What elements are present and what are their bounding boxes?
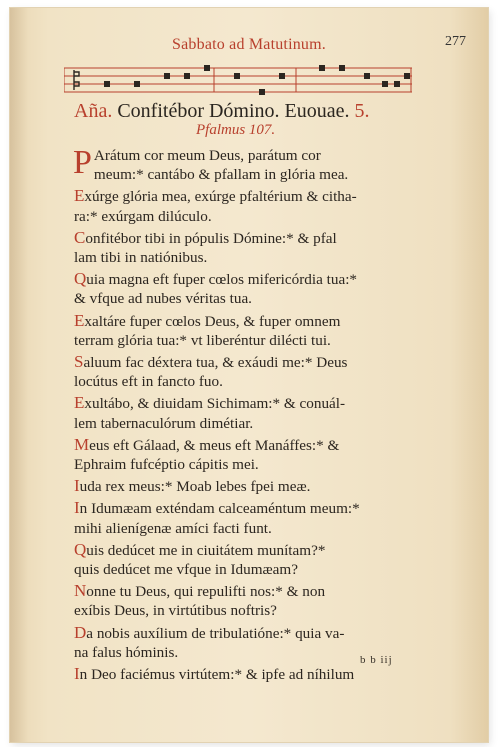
antiphon-text: Confitébor Dómino. Euouae.: [117, 100, 350, 122]
verse-line: [74, 269, 436, 289]
verse-line: [74, 352, 436, 372]
psalm-verse: [74, 581, 436, 620]
verse-text: ra:* exúrgam dilúculo.: [74, 207, 212, 225]
verse-initial: E: [74, 393, 85, 413]
chant-note: [184, 73, 190, 79]
verse-line: [74, 248, 436, 267]
chant-notes: [74, 65, 410, 95]
verse-text: onfitébor tibi in pópulis Dómine:* & pfal: [85, 229, 337, 247]
verse-text: mihi alienígenæ amíci facti funt.: [74, 519, 272, 537]
psalm-label: Pfalmus 107.: [196, 122, 276, 138]
verse-initial: N: [74, 581, 87, 601]
verse-initial: I: [74, 476, 80, 496]
chant-note: [234, 73, 240, 79]
verse-initial: I: [74, 498, 80, 518]
verse-line: [74, 414, 436, 433]
psalm-verse: [74, 146, 436, 184]
verse-line: [74, 519, 436, 538]
psalm-verse: [74, 393, 436, 432]
staff-lines: [64, 68, 412, 92]
verse-initial: S: [74, 352, 84, 372]
psalm-verse: [74, 228, 436, 267]
chant-note: [339, 65, 345, 71]
verse-line: [74, 560, 436, 579]
chant-note: [394, 81, 400, 87]
verse-text: na falus hóminis.: [74, 643, 179, 661]
verse-text: aluum fac déxtera tua, & exáudi me:* Deus: [83, 354, 348, 372]
verse-line: [74, 435, 436, 455]
verse-initial: Q: [74, 269, 87, 289]
verse-initial: Q: [74, 539, 87, 559]
verse-text: uis dedúcet me in ciuitátem munítam?*: [86, 541, 326, 559]
antiphon-abbreviation: Aña.: [74, 100, 113, 122]
verse-text: uia magna eft fuper cœlos mifericórdia tua:*: [86, 271, 358, 289]
verse-line: [74, 498, 436, 518]
verse-initial: I: [74, 664, 80, 684]
verse-line: [74, 664, 436, 684]
verse-text: terram glória tua:* vt liberéntur dilécti tui.: [74, 331, 331, 349]
verse-line: [74, 476, 436, 496]
psalm-verse: [74, 311, 436, 350]
chant-note: [382, 81, 388, 87]
verse-text: a nobis auxílium de tribulatióne:* quia va-: [86, 624, 345, 642]
psalm-text: [74, 146, 436, 686]
verse-initial: E: [74, 310, 85, 330]
verse-text: uda rex meus:* Moab lebes fpei meæ.: [79, 478, 311, 496]
verse-initial: D: [74, 622, 87, 642]
signature-mark: b b iij: [360, 654, 393, 666]
verse-initial: M: [74, 434, 90, 454]
verse-line: [74, 289, 436, 308]
verse-text: n Idumæam exténdam calceaméntum meum:*: [79, 500, 360, 518]
verse-text: xúrge glória mea, exúrge pfaltérium & citha-: [84, 188, 357, 206]
psalm-verse: [74, 498, 436, 537]
chant-note: [319, 65, 325, 71]
psalm-verse: [74, 186, 436, 225]
verse-line: [74, 186, 436, 206]
chant-note: [164, 73, 170, 79]
verse-text: xultábo, & diuidam Sichimam:* & conuál-: [84, 395, 346, 413]
verse-text: quis dedúcet me vfque in Idumæam?: [74, 561, 298, 579]
verse-text: lam tibi in natiónibus.: [74, 249, 208, 267]
verse-line: [74, 581, 436, 601]
verse-line: [74, 228, 436, 248]
book-page: [10, 8, 488, 742]
chant-note: [364, 73, 370, 79]
verse-text: meum:* cantábo & pfallam in glória mea.: [93, 166, 349, 184]
verse-text: locútus eft in fancto fuo.: [74, 373, 223, 391]
verse-text: onne tu Deus, qui repulifti nos:* & non: [86, 583, 326, 601]
verse-line: [74, 165, 436, 184]
verse-line: [74, 601, 436, 620]
antiphon-line: [74, 100, 370, 123]
psalm-verse: [74, 269, 436, 308]
psalm-verse: [74, 352, 436, 391]
verse-text: n Deo faciémus virtútem:* & ipfe ad níhilum: [79, 666, 355, 684]
mode-mark: 5.: [354, 100, 370, 122]
verse-line: [74, 623, 436, 643]
chant-note: [404, 73, 410, 79]
psalm-verse: [74, 476, 436, 496]
verse-line: [74, 540, 436, 560]
chant-note: [204, 65, 210, 71]
psalm-verse: [74, 664, 436, 684]
clef-icon: [74, 70, 79, 90]
verse-line: [74, 393, 436, 413]
verse-initial: E: [74, 186, 85, 206]
verse-line: [74, 372, 436, 391]
verse-text: exíbis Deus, in virtútibus noftris?: [74, 602, 277, 620]
verse-text: Arátum cor meum Deus, parátum cor: [93, 147, 321, 164]
verse-text: lem tabernaculórum dimétiar.: [74, 414, 254, 432]
verse-text: eus eft Gálaad, & meus eft Manáffes:* &: [89, 436, 340, 454]
psalm-verse: [74, 435, 436, 474]
verse-line: [74, 311, 436, 331]
verse-text: Ephraim fufcéptio cápitis mei.: [74, 456, 259, 474]
chant-staff: [64, 64, 412, 96]
verse-text: xaltáre fuper cœlos Deus, & fuper omnem: [84, 312, 341, 330]
verse-text: & vfque ad nubes véritas tua.: [74, 290, 252, 308]
chant-note: [279, 73, 285, 79]
page-number: 277: [445, 34, 466, 49]
verse-line: [74, 455, 436, 474]
verse-line: [74, 207, 436, 226]
chant-note: [134, 81, 140, 87]
page-header-title: Sabbato ad Matutinum.: [172, 36, 326, 53]
psalm-verse: [74, 540, 436, 579]
verse-initial: C: [74, 227, 86, 247]
chant-note: [259, 89, 265, 95]
verse-line: [74, 331, 436, 350]
drop-capital: P: [73, 144, 92, 181]
chant-note: [104, 81, 110, 87]
